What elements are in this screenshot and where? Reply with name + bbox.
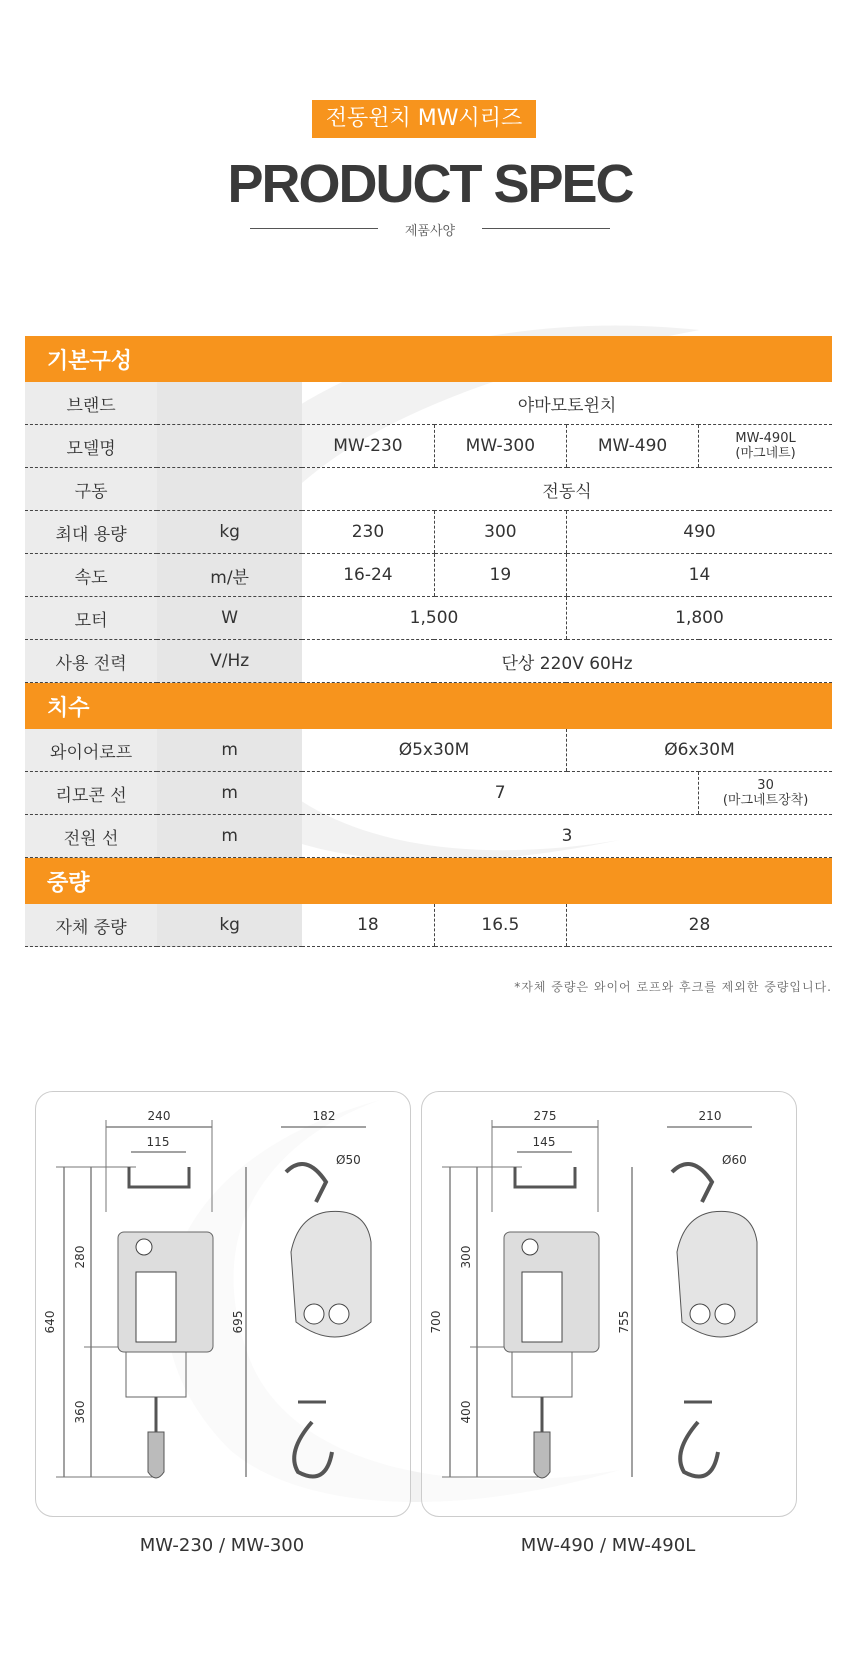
table-row xyxy=(25,468,832,511)
dim-width: 240 xyxy=(147,1109,171,1123)
row-unit xyxy=(157,382,302,425)
table-row xyxy=(25,815,832,858)
cell-value: 16.5 xyxy=(434,904,566,947)
dim-hook-diameter: Ø50 xyxy=(336,1153,361,1167)
row-unit xyxy=(157,468,302,511)
dim-inner-width: 115 xyxy=(146,1135,170,1149)
row-unit: W xyxy=(157,597,302,640)
cell-value: 3 xyxy=(302,815,832,858)
dim-side-width: 210 xyxy=(698,1109,722,1123)
row-label: 사용 전력 xyxy=(25,640,157,683)
cell-value: 230 xyxy=(302,511,434,554)
cell-value: 28 xyxy=(566,904,832,947)
cell-value: MW-300 xyxy=(434,425,566,468)
dim-side-width: 182 xyxy=(312,1109,336,1123)
table-row xyxy=(25,640,832,683)
cell-value xyxy=(699,772,832,815)
cell-value xyxy=(699,425,832,468)
page-subtitle: 제품사양 xyxy=(404,224,456,239)
cell-value: 18 xyxy=(302,904,434,947)
row-unit: kg xyxy=(157,904,302,947)
spec-table xyxy=(25,336,832,947)
dim-inner-width: 145 xyxy=(532,1135,556,1149)
cell-value: 단상 220V 60Hz xyxy=(302,640,832,683)
winch-drawing xyxy=(36,1092,410,1516)
title-divider-left xyxy=(250,228,378,229)
model-name: MW-490L xyxy=(735,431,796,446)
cell-value: 전동식 xyxy=(302,468,832,511)
table-row xyxy=(25,554,832,597)
dim-total-height: 640 xyxy=(43,1310,57,1334)
cell-value: MW-490 xyxy=(566,425,698,468)
row-label: 최대 용량 xyxy=(25,511,157,554)
row-label: 모터 xyxy=(25,597,157,640)
row-unit: m xyxy=(157,772,302,815)
section-title: 치수 xyxy=(25,683,832,730)
cell-value: 16-24 xyxy=(302,554,434,597)
row-label: 모델명 xyxy=(25,425,157,468)
row-label: 리모콘 선 xyxy=(25,772,157,815)
row-unit: m xyxy=(157,815,302,858)
cell-value: 7 xyxy=(302,772,699,815)
cell-value: Ø6x30M xyxy=(566,729,832,772)
row-label: 구동 xyxy=(25,468,157,511)
weight-footnote: *자체 중량은 와이어 로프와 후크를 제외한 중량입니다. xyxy=(514,980,832,994)
cell-value: Ø5x30M xyxy=(302,729,566,772)
row-unit: m xyxy=(157,729,302,772)
diagram-caption-small: MW-230 / MW-300 xyxy=(139,1535,305,1556)
dim-hook-diameter: Ø60 xyxy=(722,1153,747,1167)
row-label: 와이어로프 xyxy=(25,729,157,772)
model-note: (마그네트) xyxy=(735,446,796,461)
table-row xyxy=(25,597,832,640)
dim-side-height: 695 xyxy=(231,1310,245,1334)
cell-value: 1,500 xyxy=(302,597,566,640)
cell-value: 1,800 xyxy=(566,597,832,640)
section-header-weight xyxy=(25,858,832,905)
cell-value: 14 xyxy=(566,554,832,597)
dim-lower-height: 400 xyxy=(459,1400,473,1424)
diagram-caption-large: MW-490 / MW-490L xyxy=(520,1535,696,1556)
row-label: 속도 xyxy=(25,554,157,597)
dim-side-height: 755 xyxy=(617,1310,631,1334)
dim-upper-height: 300 xyxy=(459,1245,473,1269)
section-header-dimensions xyxy=(25,683,832,730)
cell-value: MW-230 xyxy=(302,425,434,468)
section-title: 기본구성 xyxy=(25,336,832,382)
row-unit: m/분 xyxy=(157,554,302,597)
row-unit: V/Hz xyxy=(157,640,302,683)
diagram-panel-small xyxy=(35,1091,411,1517)
dim-total-height: 700 xyxy=(429,1310,443,1334)
cell-value: 19 xyxy=(434,554,566,597)
winch-drawing xyxy=(422,1092,796,1516)
dim-upper-height: 280 xyxy=(73,1245,87,1269)
row-label: 자체 중량 xyxy=(25,904,157,947)
dim-lower-height: 360 xyxy=(73,1400,87,1424)
table-row xyxy=(25,425,832,468)
table-row xyxy=(25,772,832,815)
cell-value: 490 xyxy=(566,511,832,554)
remote-note: (마그네트장착) xyxy=(722,793,809,808)
row-unit xyxy=(157,425,302,468)
cell-value: 야마모토윈치 xyxy=(302,382,832,425)
row-label: 브랜드 xyxy=(25,382,157,425)
row-unit: kg xyxy=(157,511,302,554)
section-header-basic xyxy=(25,336,832,382)
table-row xyxy=(25,729,832,772)
series-badge: 전동윈치 MW시리즈 xyxy=(312,100,536,138)
table-row xyxy=(25,511,832,554)
page-title: PRODUCT SPEC xyxy=(227,154,633,214)
section-title: 중량 xyxy=(25,858,832,905)
table-row xyxy=(25,904,832,947)
dim-width: 275 xyxy=(533,1109,557,1123)
title-divider-right xyxy=(482,228,610,229)
remote-length: 30 xyxy=(757,778,774,793)
row-label: 전원 선 xyxy=(25,815,157,858)
diagram-panel-large xyxy=(421,1091,797,1517)
table-row xyxy=(25,382,832,425)
cell-value: 300 xyxy=(434,511,566,554)
